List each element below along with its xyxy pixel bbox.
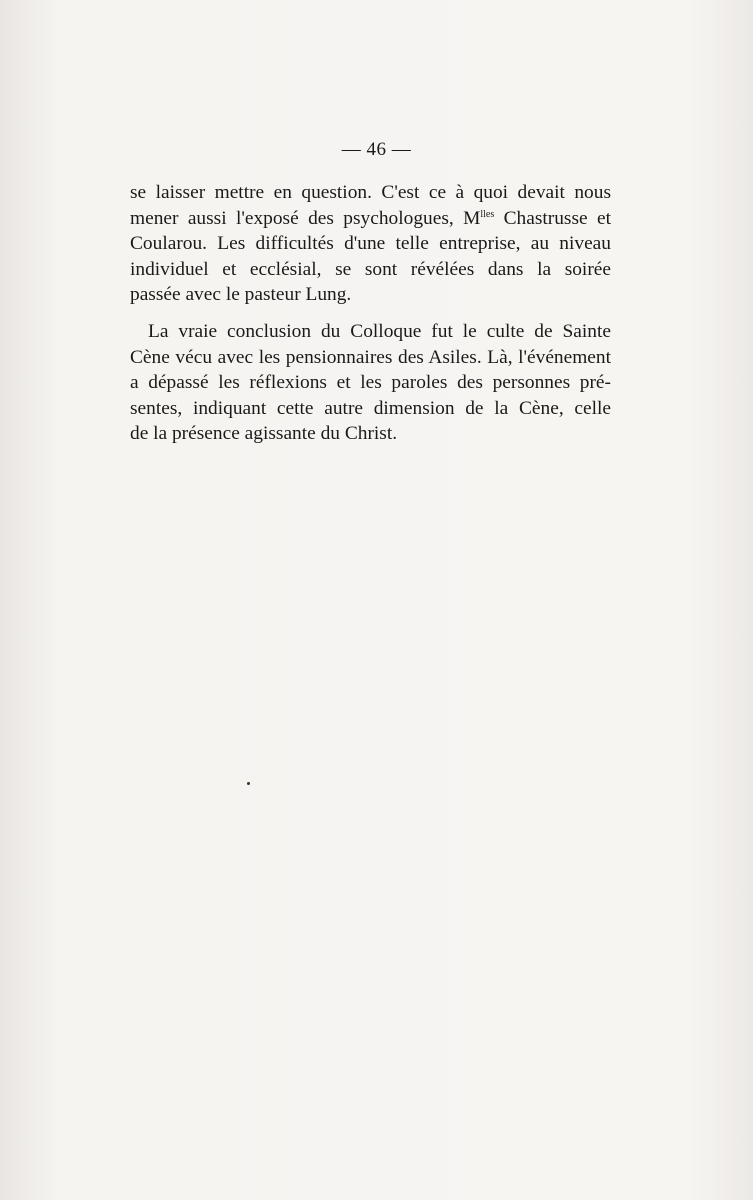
- paragraph-1-line-2: [130, 206, 611, 232]
- paragraph-2-line-1: La vraie conclusion du Colloque fut le culte de Sainte: [148, 320, 611, 342]
- paragraph-1-line-1: se laisser mettre en question. C'est ce à quoi devait nous: [130, 182, 611, 203]
- line-2-text-start: mener aussi l'exposé des psychologues, M: [130, 207, 481, 229]
- ink-speck: [247, 782, 250, 785]
- paragraph-2: [130, 319, 611, 447]
- paragraph-1: [130, 180, 611, 308]
- paragraph-2-line-5: de la présence agissante du Christ.: [130, 423, 398, 445]
- mlles-superscript: lles: [480, 208, 495, 220]
- paragraph-2-line-2: Cène vécu avec les pensionnaires des Asiles. Là, l'événement: [130, 346, 611, 368]
- body-text: [130, 180, 611, 447]
- paragraph-1-line-3: Coularou. Les difficultés d'une telle entreprise, au niveau: [130, 233, 611, 255]
- paragraph-1-line-5: passée avec le pasteur Lung.: [130, 284, 352, 306]
- page-number: — 46 —: [341, 139, 412, 160]
- line-2-text-end: Chastrusse et: [494, 207, 611, 229]
- paragraph-1-line-4: individuel et ecclésial, se sont révélées dans la soirée: [130, 258, 611, 280]
- paragraph-2-line-4: sentes, indiquant cette autre dimension de la Cène, celle: [130, 397, 611, 419]
- paragraph-2-line-3: a dépassé les réflexions et les paroles des personnes pré-: [130, 372, 611, 394]
